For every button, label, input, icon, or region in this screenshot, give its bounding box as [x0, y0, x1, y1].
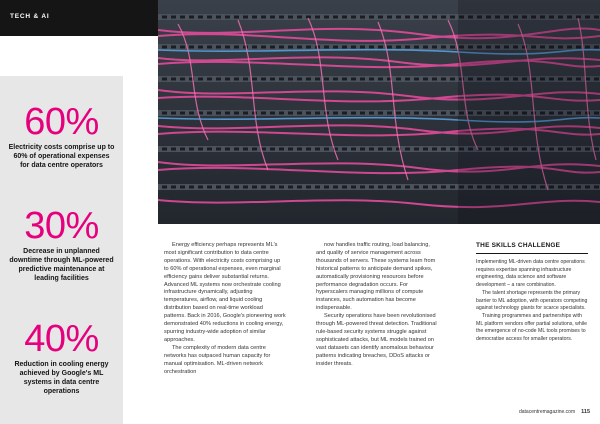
- patch-port: [234, 16, 239, 19]
- patch-port: [324, 186, 329, 189]
- patch-port: [378, 148, 383, 151]
- patch-port: [288, 186, 293, 189]
- patch-port: [450, 112, 455, 115]
- patch-port: [423, 148, 428, 151]
- stat-block: [0, 103, 123, 170]
- patch-port: [198, 186, 203, 189]
- patch-port: [441, 46, 446, 49]
- patch-port: [315, 148, 320, 151]
- patch-port: [441, 16, 446, 19]
- patch-port: [315, 186, 320, 189]
- patch-port: [333, 46, 338, 49]
- patch-port: [180, 112, 185, 115]
- patch-port: [207, 148, 212, 151]
- patch-port: [216, 78, 221, 81]
- patch-port: [405, 112, 410, 115]
- patch-port: [414, 16, 419, 19]
- patch-port: [405, 16, 410, 19]
- patch-port: [333, 16, 338, 19]
- patch-port: [279, 112, 284, 115]
- patch-port: [414, 186, 419, 189]
- skills-challenge-box: [472, 232, 592, 410]
- patch-port: [441, 148, 446, 151]
- patch-port: [324, 46, 329, 49]
- patch-port: [234, 78, 239, 81]
- page-footer: [519, 409, 590, 415]
- body-paragraph: Security operations have been revolutionised through ML-powered threat detection. Traditional rule-based security systems struggle against sophisticated attacks, but ML models trained on vast datasets can identify anomalous behaviour patterns indicating breaches, DDoS attacks or insider threats.: [316, 313, 437, 367]
- patch-port: [297, 186, 302, 189]
- patch-port: [414, 112, 419, 115]
- patch-port: [441, 186, 446, 189]
- stat-description: Decrease in unplanned downtime through ML-powered predictive maintenance at leading facilities: [9, 248, 114, 282]
- patch-port: [423, 186, 428, 189]
- patch-port: [306, 46, 311, 49]
- stat-description: Electricity costs comprise up to 60% of operational expenses for data centre operators: [8, 144, 115, 169]
- patch-port: [387, 112, 392, 115]
- stat-description: Reduction in cooling energy achieved by Google's ML systems in data centre operations: [14, 361, 109, 395]
- patch-port: [207, 112, 212, 115]
- patch-port: [252, 78, 257, 81]
- patch-port: [306, 112, 311, 115]
- patch-port: [279, 78, 284, 81]
- patch-port: [369, 148, 374, 151]
- patch-port: [333, 78, 338, 81]
- patch-port: [351, 16, 356, 19]
- patch-port: [450, 16, 455, 19]
- patch-port: [252, 148, 257, 151]
- patch-port: [252, 186, 257, 189]
- patch-port: [297, 46, 302, 49]
- stat-number: 40%: [24, 318, 99, 360]
- stats-sidebar: [0, 76, 123, 424]
- patch-port: [441, 112, 446, 115]
- patch-port: [189, 186, 194, 189]
- patch-port: [396, 186, 401, 189]
- patch-port: [378, 78, 383, 81]
- patch-port: [207, 78, 212, 81]
- patch-port: [405, 186, 410, 189]
- patch-port: [171, 186, 176, 189]
- patch-port: [243, 78, 248, 81]
- patch-port: [243, 16, 248, 19]
- patch-port: [432, 78, 437, 81]
- patch-port: [306, 186, 311, 189]
- patch-port: [306, 148, 311, 151]
- skills-paragraph: Training programmes and partnerships with ML platform vendors offer partial solutions, while the emergence of no-code ML tools promises to democratise access for smaller operators.: [476, 312, 588, 343]
- patch-port: [342, 148, 347, 151]
- patch-port: [297, 16, 302, 19]
- patch-port: [261, 78, 266, 81]
- patch-port: [414, 46, 419, 49]
- skills-paragraph: The talent shortage represents the primary barrier to ML adoption, with operators competing against technology giants for scarce specialists.: [476, 289, 588, 312]
- patch-port: [216, 148, 221, 151]
- patch-port: [162, 186, 167, 189]
- patch-port: [180, 186, 185, 189]
- patch-port: [288, 112, 293, 115]
- patch-port: [261, 16, 266, 19]
- patch-port: [441, 78, 446, 81]
- patch-port: [270, 78, 275, 81]
- patch-port: [279, 148, 284, 151]
- patch-port: [270, 148, 275, 151]
- patch-port: [288, 78, 293, 81]
- stat-number: 30%: [24, 205, 99, 247]
- stat-block: [0, 320, 123, 396]
- patch-port: [288, 46, 293, 49]
- body-paragraph: The complexity of modern data centre networks has outpaced human capacity for manual optimisation. ML-driven network orchestration: [164, 344, 271, 375]
- page-number: 115: [581, 409, 590, 415]
- patch-port: [225, 46, 230, 49]
- patch-port: [360, 186, 365, 189]
- patch-port: [243, 148, 248, 151]
- patch-port: [162, 148, 167, 151]
- patch-port: [432, 16, 437, 19]
- patch-port: [450, 78, 455, 81]
- patch-port: [198, 78, 203, 81]
- patch-port: [207, 16, 212, 19]
- patch-port: [288, 148, 293, 151]
- patch-port: [171, 16, 176, 19]
- patch-port: [162, 112, 167, 115]
- section-tag-label: TECH & AI: [10, 13, 50, 20]
- patch-port: [189, 46, 194, 49]
- patch-port: [216, 112, 221, 115]
- patch-port: [279, 16, 284, 19]
- hero-photo-server-cables: [158, 0, 600, 224]
- patch-port: [279, 186, 284, 189]
- body-paragraph: now handles traffic routing, load balancing, and quality of service management across thousands of servers. These systems learn from historical patterns to anticipate demand spikes, automatically provisioning resources before performance degradation occurs. For hyperscalers managing millions of compute instances, such automation has become indispensable.: [316, 242, 436, 312]
- patch-port: [297, 112, 302, 115]
- footer-site: datacentremagazine.com: [518, 409, 576, 415]
- divider: [476, 253, 588, 254]
- patch-port: [423, 112, 428, 115]
- patch-port: [396, 46, 401, 49]
- patch-port: [387, 46, 392, 49]
- patch-port: [225, 186, 230, 189]
- patch-port: [387, 148, 392, 151]
- patch-port: [234, 186, 239, 189]
- patch-port: [315, 16, 320, 19]
- stat-block: [0, 207, 123, 283]
- patch-port: [243, 186, 248, 189]
- patch-port: [432, 46, 437, 49]
- body-column-2: [316, 242, 438, 369]
- patch-port: [351, 46, 356, 49]
- section-tag: [0, 0, 158, 36]
- patch-port: [171, 112, 176, 115]
- patch-port: [369, 112, 374, 115]
- patch-port: [360, 148, 365, 151]
- stat-number: 60%: [24, 101, 99, 143]
- patch-port: [180, 78, 185, 81]
- patch-port: [432, 148, 437, 151]
- patch-port: [189, 148, 194, 151]
- patch-port: [387, 16, 392, 19]
- patch-port: [378, 112, 383, 115]
- patch-port: [378, 46, 383, 49]
- patch-port: [333, 112, 338, 115]
- patch-port: [207, 186, 212, 189]
- patch-port: [324, 16, 329, 19]
- patch-port: [369, 46, 374, 49]
- patch-port: [216, 16, 221, 19]
- patch-port: [297, 148, 302, 151]
- patch-port: [288, 16, 293, 19]
- patch-port: [423, 46, 428, 49]
- patch-port: [342, 46, 347, 49]
- patch-port: [270, 16, 275, 19]
- patch-port: [225, 78, 230, 81]
- patch-port: [234, 112, 239, 115]
- patch-port: [396, 112, 401, 115]
- patch-port: [369, 186, 374, 189]
- patch-port: [378, 186, 383, 189]
- patch-port: [261, 112, 266, 115]
- patch-port: [369, 78, 374, 81]
- patch-port: [405, 148, 410, 151]
- patch-port: [180, 46, 185, 49]
- skills-box-title: THE SKILLS CHALLENGE: [476, 242, 561, 249]
- patch-port: [423, 78, 428, 81]
- patch-port: [162, 46, 167, 49]
- patch-port: [432, 112, 437, 115]
- patch-port: [333, 186, 338, 189]
- patch-port: [342, 112, 347, 115]
- patch-port: [351, 78, 356, 81]
- patch-port: [450, 148, 455, 151]
- patch-port: [360, 112, 365, 115]
- patch-port: [360, 78, 365, 81]
- patch-port: [405, 78, 410, 81]
- patch-port: [306, 78, 311, 81]
- patch-port: [243, 112, 248, 115]
- patch-port: [171, 78, 176, 81]
- patch-port: [351, 148, 356, 151]
- patch-port: [414, 148, 419, 151]
- patch-port: [225, 112, 230, 115]
- skills-paragraph: Implementing ML-driven data centre operations requires expertise spanning infrastructure engineering, data science and software development – a rare combination.: [476, 259, 585, 289]
- patch-port: [162, 78, 167, 81]
- patch-port: [396, 16, 401, 19]
- patch-port: [198, 46, 203, 49]
- patch-port: [261, 46, 266, 49]
- patch-port: [252, 46, 257, 49]
- patch-port: [270, 112, 275, 115]
- patch-port: [405, 46, 410, 49]
- patch-port: [396, 78, 401, 81]
- patch-port: [387, 186, 392, 189]
- patch-port: [297, 78, 302, 81]
- patch-port: [207, 46, 212, 49]
- patch-port: [324, 148, 329, 151]
- patch-port: [252, 16, 257, 19]
- patch-port: [324, 78, 329, 81]
- patch-port: [369, 16, 374, 19]
- patch-port: [342, 186, 347, 189]
- patch-port: [189, 112, 194, 115]
- patch-port: [270, 186, 275, 189]
- patch-port: [225, 148, 230, 151]
- cables-illustration: [158, 0, 600, 224]
- patch-port: [450, 46, 455, 49]
- body-paragraph: Energy efficiency perhaps represents ML's most significant contribution to data centre operations. With electricity costs comprising up to 60% of operational expenses, even marginal efficiency gains deliver substantial returns. Advanced ML systems now orchestrate cooling infrastructure dynamically, adjusting temperatures, airflow, and liquid cooling distribution based on real-time workload patterns. Back in 2016, Google's pioneering work demonstrated 40% reductions in cooling energy, spurring industry-wide adoption of similar approaches.: [164, 242, 286, 343]
- patch-port: [234, 148, 239, 151]
- patch-port: [315, 78, 320, 81]
- patch-port: [342, 78, 347, 81]
- patch-port: [351, 186, 356, 189]
- patch-port: [189, 16, 194, 19]
- patch-port: [342, 16, 347, 19]
- patch-port: [180, 16, 185, 19]
- patch-port: [225, 16, 230, 19]
- patch-port: [423, 16, 428, 19]
- patch-port: [351, 112, 356, 115]
- body-column-1: [164, 242, 286, 376]
- patch-port: [162, 16, 167, 19]
- patch-port: [180, 148, 185, 151]
- patch-port: [360, 16, 365, 19]
- patch-port: [432, 186, 437, 189]
- patch-port: [414, 78, 419, 81]
- patch-port: [360, 46, 365, 49]
- patch-port: [261, 186, 266, 189]
- patch-port: [279, 46, 284, 49]
- patch-port: [450, 186, 455, 189]
- patch-port: [234, 46, 239, 49]
- patch-port: [216, 186, 221, 189]
- patch-port: [378, 16, 383, 19]
- patch-port: [171, 148, 176, 151]
- patch-port: [198, 148, 203, 151]
- patch-port: [198, 16, 203, 19]
- patch-port: [171, 46, 176, 49]
- patch-port: [315, 112, 320, 115]
- patch-port: [216, 46, 221, 49]
- patch-port: [270, 46, 275, 49]
